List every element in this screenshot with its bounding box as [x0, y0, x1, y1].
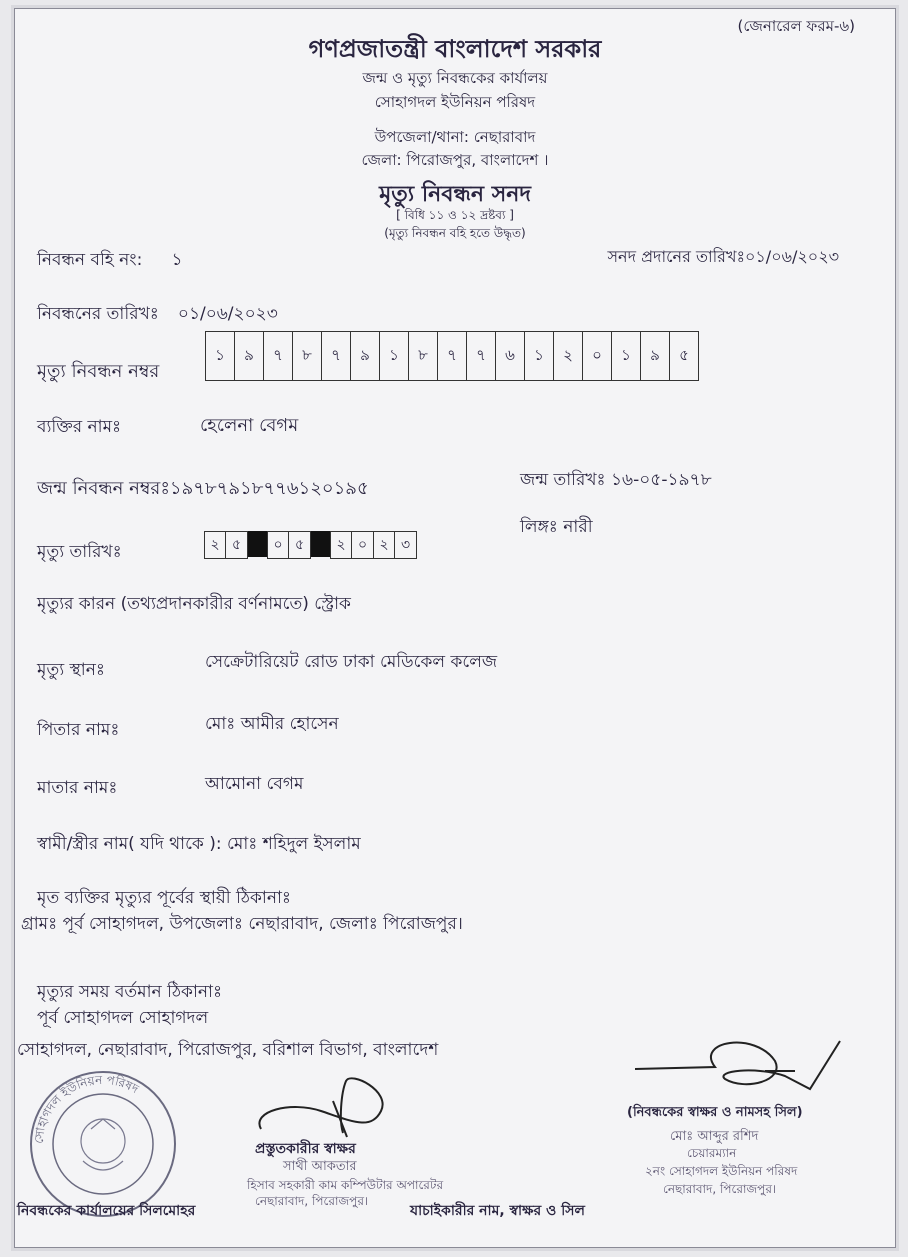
preparer-office-location: নেছারাবাদ, পিরোজপুর। [255, 1194, 369, 1208]
registrar-name: মোঃ আব্দুর রশিদ [670, 1129, 759, 1144]
preparer-office: হিসাব সহকারী কাম কম্পিউটার অপারেটর [247, 1178, 444, 1192]
reg-digit-cell: ৯ [351, 332, 380, 380]
reg-digit-cell: ০ [583, 332, 612, 380]
reg-digit-cell: ৭ [264, 332, 293, 380]
death-date-year-cell: ৩ [394, 531, 417, 559]
death-date-month-cell: ০ [267, 531, 290, 559]
death-place-value: সেক্রেটারিয়েট রোড ঢাকা মেডিকেল কলেজ [205, 652, 498, 672]
reg-book-row [37, 247, 182, 275]
source-note: (মৃত্যু নিবন্ধন বহি হতে উদ্ধৃত) [384, 226, 526, 240]
death-date-boxes [205, 531, 417, 559]
certificate-page [14, 8, 896, 1248]
birth-date: জন্ম তারিখঃ ১৬-০৫-১৯৭৮ [520, 470, 712, 490]
registrar-signature-label: (নিবন্ধকের স্বাক্ষর ও নামসহ সিল) [627, 1105, 803, 1120]
verifier-label: যাচাইকারীর নাম, স্বাক্ষর ও সিল [410, 1203, 585, 1219]
government-title: গণপ্রজাতন্ত্রী বাংলাদেশ সরকার [308, 35, 602, 63]
father-value: মোঃ আমীর হোসেন [205, 714, 339, 734]
preparer-signature-label: প্রস্তুতকারীর স্বাক্ষর [255, 1141, 356, 1157]
death-date-month-cell: ৫ [288, 531, 311, 559]
reg-digit-cell: ৮ [409, 332, 438, 380]
preparer-name: সাথী আকতার [283, 1159, 357, 1174]
reg-digit-cell: ৭ [467, 332, 496, 380]
reg-digit-cell: ৮ [293, 332, 322, 380]
registrar-title: চেয়ারম্যান [687, 1146, 737, 1160]
reg-book-value: ১ [171, 250, 183, 270]
rule-reference: [ বিধি ১১ ও ১২ দ্রষ্টব্য ] [396, 208, 514, 222]
reg-date-label: নিবন্ধনের তারিখঃ [37, 304, 159, 324]
permanent-address-label: মৃত ব্যক্তির মৃত্যুর পূর্বের স্থায়ী ঠিকানাঃ [37, 888, 291, 908]
name-label: ব্যক্তির নামঃ [37, 417, 122, 437]
registrar-signature [635, 1031, 855, 1111]
reg-digit-cell: ৯ [641, 332, 670, 380]
reg-digit-cell: ১ [525, 332, 554, 380]
death-date-day-cell: ৫ [225, 531, 248, 559]
office-seal-stamp [21, 1069, 185, 1219]
death-place-label: মৃত্যু স্থানঃ [37, 660, 105, 680]
date-separator [311, 531, 331, 557]
date-separator [248, 531, 268, 557]
present-address-line1: পূর্ব সোহাগদল সোহাগদল [37, 1008, 209, 1028]
reg-date-value: ০১/০৬/২০২৩ [177, 304, 278, 324]
spouse-name: স্বামী/স্ত্রীর নাম( যদি থাকে ): মোঃ শহিদুল ইসলাম [37, 834, 361, 854]
union-name: সোহাগদল ইউনিয়ন পরিষদ [374, 93, 536, 111]
reg-digit-cell: ২ [554, 332, 583, 380]
district-name: জেলা: পিরোজপুর, বাংলাদেশ । [361, 151, 549, 169]
upazila-name: উপজেলা/থানা: নেছারাবাদ [374, 128, 536, 146]
document-title: মৃত্যু নিবন্ধন সনদ [379, 182, 531, 207]
reg-digit-cell: ৬ [496, 332, 525, 380]
mother-value: আমোনা বেগম [205, 774, 304, 794]
reg-digit-cell: ১ [206, 332, 235, 380]
reg-digit-cell: ১ [612, 332, 641, 380]
sex: লিঙ্গঃ নারী [520, 517, 593, 537]
registrar-office: ২নং সোহাগদল ইউনিয়ন পরিষদ [645, 1164, 798, 1178]
registrar-address: নেছারাবাদ, পিরোজপুর। [663, 1182, 777, 1196]
reg-digit-cell: ৭ [322, 332, 351, 380]
death-cause: মৃত্যুর কারন (তথ্যপ্রদানকারীর বর্ণনামতে) স্ট্রোক [37, 594, 351, 614]
death-reg-no-digits [205, 331, 699, 381]
death-date-year-cell: ২ [373, 531, 396, 559]
reg-book-label: নিবন্ধন বহি নং: [37, 250, 143, 270]
svg-text:সোহাগদল ইউনিয়ন পরিষদ [32, 1073, 142, 1145]
seal-ring-text: সোহাগদল ইউনিয়ন পরিষদ [31, 1072, 142, 1145]
death-date-year-cell: ০ [351, 531, 374, 559]
present-address-line2: সোহাগদল, নেছারাবাদ, পিরোজপুর, বরিশাল বিভাগ, বাংলাদেশ [17, 1040, 439, 1060]
death-reg-no-label: মৃত্যু নিবন্ধন নম্বর [37, 361, 160, 382]
birth-reg-no: জন্ম নিবন্ধন নম্বরঃ১৯৭৮৭৯১৮৭৭৬১২০১৯৫ [37, 478, 369, 499]
permanent-address-value: গ্রামঃ পূর্ব সোহাগদল, উপজেলাঃ নেছারাবাদ, জেলাঃ পিরোজপুর। [21, 914, 463, 934]
reg-digit-cell: ১ [380, 332, 409, 380]
father-label: পিতার নামঃ [37, 720, 120, 740]
present-address-label: মৃত্যুর সময় বর্তমান ঠিকানাঃ [37, 982, 223, 1002]
death-date-label: মৃত্যু তারিখঃ [37, 542, 122, 562]
reg-digit-cell: ৭ [438, 332, 467, 380]
reg-date-row [37, 301, 278, 329]
death-date-year-cell: ২ [330, 531, 353, 559]
name-value: হেলেনা বেগম [200, 415, 299, 436]
mother-label: মাতার নামঃ [37, 778, 118, 798]
issue-date: সনদ প্রদানের তারিখঃ০১/০৬/২০২৩ [607, 247, 839, 266]
office-name: জন্ম ও মৃত্যু নিবন্ধকের কার্যালয় [362, 69, 548, 87]
preparer-signature [251, 1071, 401, 1143]
reg-digit-cell: ৫ [679, 345, 689, 364]
death-date-day-cell: ২ [204, 531, 227, 559]
office-seal-label: নিবন্ধকের কার্যালয়ের সিলমোহর [17, 1203, 196, 1219]
reg-digit-cell: ৯ [235, 332, 264, 380]
form-tag: (জেনারেল ফরম-৬) [737, 17, 855, 35]
